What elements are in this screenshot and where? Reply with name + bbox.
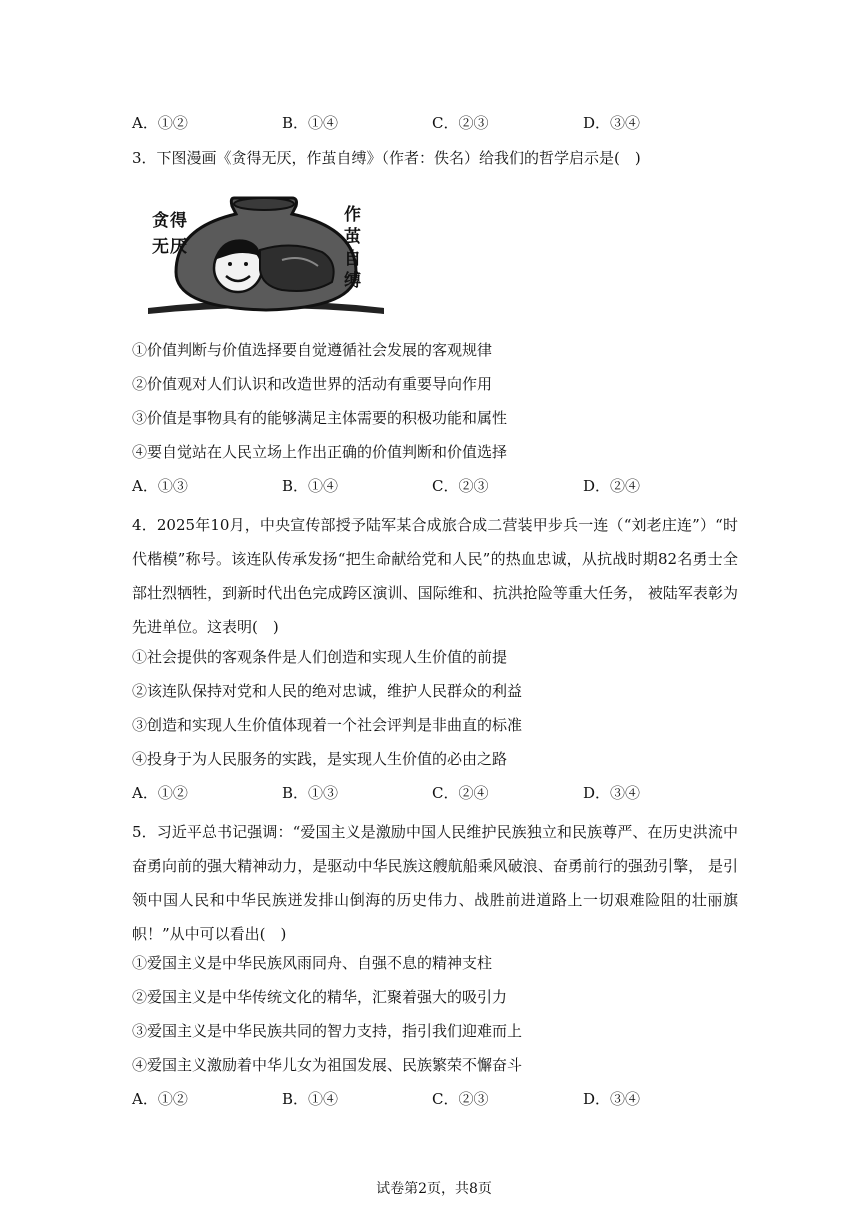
- option-c: C．②③: [432, 1090, 489, 1108]
- option-d: D．③④: [583, 114, 641, 132]
- option-a: A．①②: [132, 1090, 188, 1108]
- option-a: A．①②: [132, 114, 188, 132]
- option-d: D．②④: [583, 477, 641, 495]
- cartoon-right-label-1: 作: [344, 205, 361, 225]
- q4-statement-3: ③创造和实现人生价值体现着一个社会评判是非曲直的标准: [132, 716, 523, 734]
- q3-statement-1: ①价值判断与价值选择要自觉遵循社会发展的客观规律: [132, 341, 493, 359]
- q3-options: [132, 475, 692, 497]
- q5-statement-2: ②爱国主义是中华传统文化的精华，汇聚着强大的吸引力: [132, 988, 508, 1006]
- q5-statement-3: ③爱国主义是中华民族共同的智力支持，指引我们迎难而上: [132, 1022, 523, 1040]
- cartoon-left-label-1: 贪: [152, 211, 169, 231]
- q5-statement-1: ①爱国主义是中华民族风雨同舟、自强不息的精神支柱: [132, 954, 493, 972]
- q4-statement-2: ②该连队保持对党和人民的绝对忠诚，维护人民群众的利益: [132, 682, 523, 700]
- cartoon-right-label-2: 茧: [344, 227, 361, 247]
- q3-statement-2: ②价值观对人们认识和改造世界的活动有重要导向作用: [132, 375, 493, 393]
- q5-statement-4: ④爱国主义激励着中华儿女为祖国发展、民族繁荣不懈奋斗: [132, 1056, 523, 1074]
- q3-statement-4: ④要自觉站在人民立场上作出正确的价值判断和价值选择: [132, 443, 508, 461]
- q4-stem: 4．2025年10月，中央宣传部授予陆军某合成旅合成二营装甲步兵一连（“刘老庄连”）“时代楷模”称号。该连队传承发扬“把生命献给党和人民”的热血忠诚，从抗战时期82名勇士全部壮烈牺牲，到新时代出色完成跨区演训、国际维和、抗洪抢险等重大任务， 被陆军表彰为先进单位。这表明( ): [132, 516, 738, 636]
- q4-statement-1: ①社会提供的客观条件是人们创造和实现人生价值的前提: [132, 648, 508, 666]
- option-c: C．②③: [432, 477, 489, 495]
- option-d: D．③④: [583, 1090, 641, 1108]
- q5-options: [132, 1088, 692, 1110]
- cartoon-image: [142, 190, 390, 318]
- option-d: D．③④: [583, 784, 641, 802]
- option-b: B．①④: [282, 477, 339, 495]
- option-b: B．①④: [282, 1090, 339, 1108]
- page-footer: 试卷第2页，共8页: [376, 1181, 492, 1197]
- cartoon-right-label-3: 自: [344, 249, 361, 269]
- cartoon-left-label-2: 得: [170, 211, 187, 231]
- q2-options: [132, 112, 692, 134]
- cartoon-left-label-3: 无: [152, 237, 169, 257]
- q5-stem: 5．习近平总书记强调：“爱国主义是激励中国人民维护民族独立和民族尊严、在历史洪流中奋勇向前的强大精神动力，是驱动中华民族这艘航船乘风破浪、奋勇前行的强劲引擎， 是引领中国人民和中华民族迸发排山倒海的历史伟力、战胜前进道路上一切艰难险阻的壮丽旗帜！”从中可以看出( ): [132, 823, 738, 943]
- option-b: B．①③: [282, 784, 339, 802]
- cartoon-right-label-4: 缚: [344, 271, 361, 291]
- option-b: B．①④: [282, 114, 339, 132]
- option-c: C．②④: [432, 784, 489, 802]
- cartoon-left-label-4: 厌: [170, 237, 187, 257]
- q3-statement-3: ③价值是事物具有的能够满足主体需要的积极功能和属性: [132, 409, 508, 427]
- option-a: A．①③: [132, 477, 188, 495]
- option-c: C．②③: [432, 114, 489, 132]
- q4-options: [132, 782, 692, 804]
- q4-statement-4: ④投身于为人民服务的实践，是实现人生价值的必由之路: [132, 750, 508, 768]
- q3-stem: 3．下图漫画《贪得无厌，作茧自缚》（作者：佚名）给我们的哲学启示是( ): [132, 149, 641, 167]
- option-a: A．①②: [132, 784, 188, 802]
